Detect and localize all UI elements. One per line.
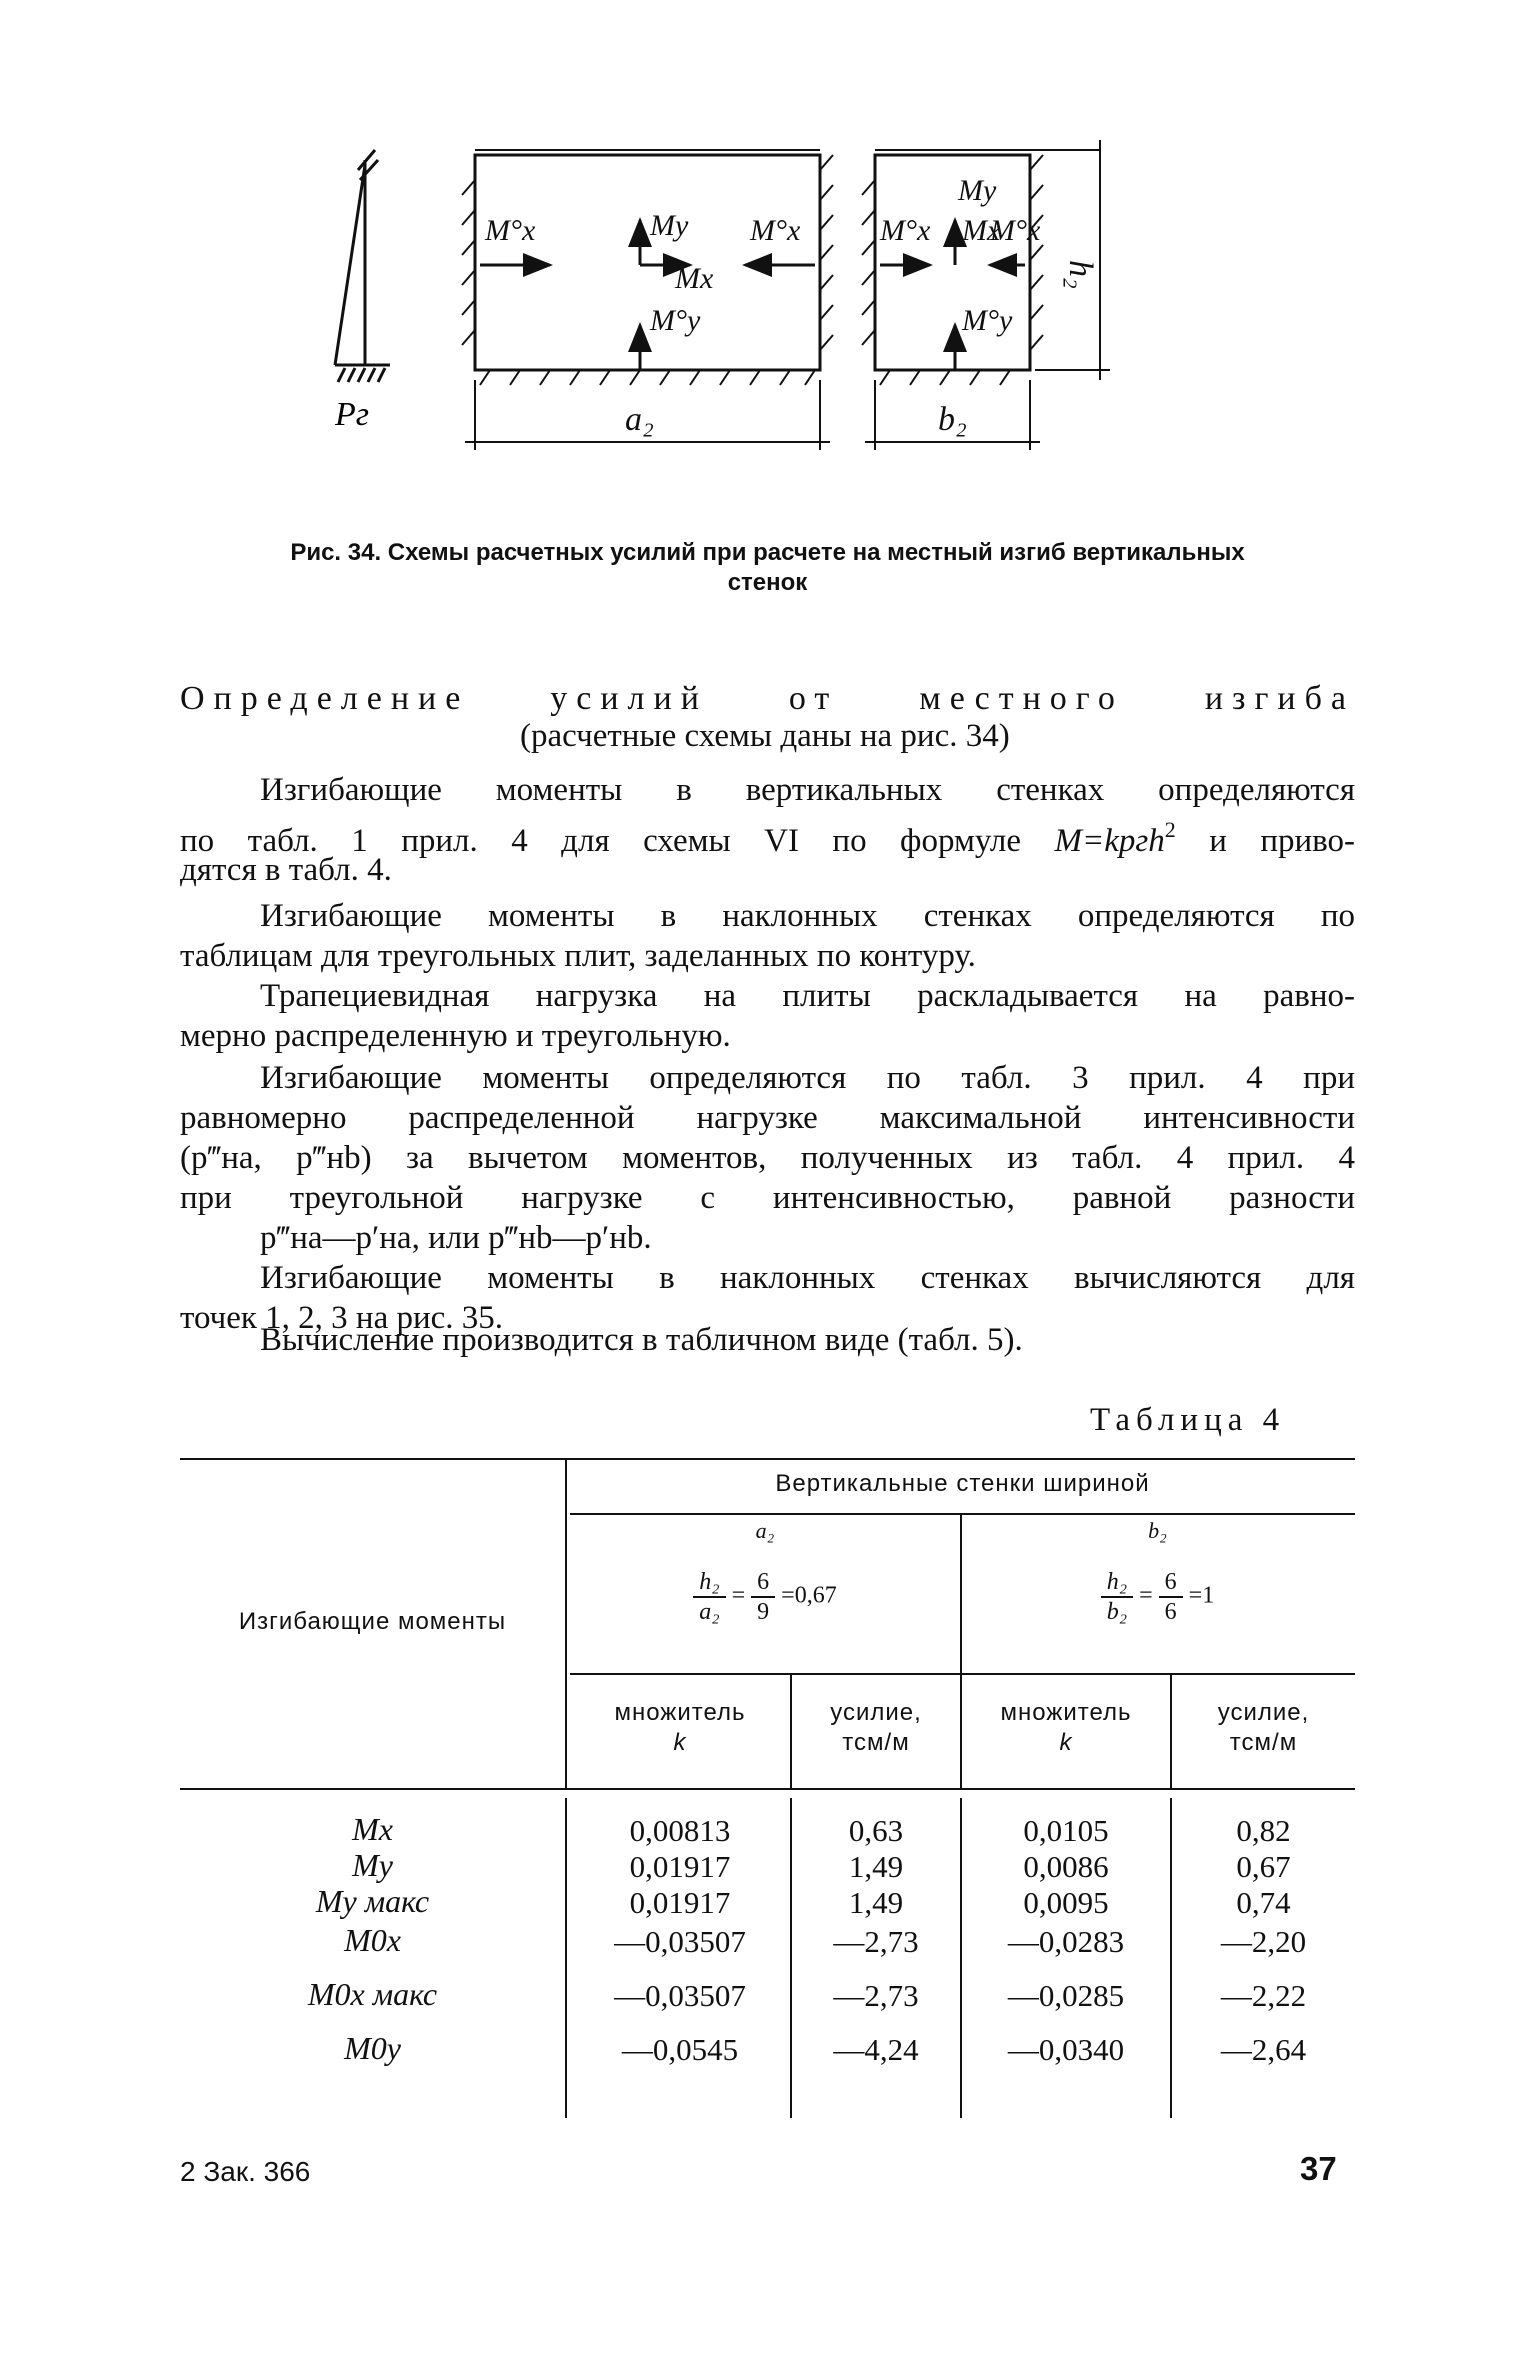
table-cell-fa: 1,49 — [848, 1849, 904, 1884]
p1-line-2: по табл. 1 прил. 4 для схемы VI по формуле — [180, 823, 1055, 859]
col-b-header: b₂ — [1148, 1518, 1167, 1543]
table-cell-ka: 0,01917 — [629, 1885, 731, 1920]
my0-label-left: M°y — [650, 304, 701, 337]
col-a-header: a₂ — [755, 1518, 775, 1543]
mx0-label-left: M°x — [485, 214, 536, 247]
table-row-label: My макс — [315, 1883, 430, 1919]
sub-force-a: усилие, тсм/м — [830, 1699, 922, 1756]
a2-label: a₂ — [625, 401, 654, 438]
ratio-a: $\frac{\text{h₂}}{\text{a₂}}$ = $\frac{6}{9}$ =0,67 — [570, 1568, 960, 1626]
footer-order-number: 2 Зак. 366 — [180, 2156, 311, 2187]
p4-line-5: p‴на—p′на, или p‴нb—p′нb. — [260, 1220, 652, 1256]
p1-line-3: дятся в табл. 4. — [180, 852, 392, 888]
page-number: 37 — [1300, 2150, 1337, 2187]
paragraph-3 — [180, 976, 1355, 1056]
p1-formula-sup: 2 — [1164, 817, 1176, 842]
table-row-label: Mx — [352, 1811, 393, 1847]
p2-line-1: Изгибающие моменты в наклонных стенках определяются по — [260, 898, 1355, 934]
table-cell-fa: —2,73 — [833, 1978, 919, 2013]
panel-b2-hatch — [862, 155, 1043, 385]
figure-caption — [180, 538, 1355, 598]
pressure-diagram — [335, 150, 390, 382]
mx0-label-left-right: M°x — [750, 214, 801, 247]
p5-line-1: Изгибающие моменты в наклонных стенках вычисляются для — [260, 1260, 1355, 1296]
table-top-rule — [180, 1458, 1355, 1460]
p2-line-2: таблицам для треугольных плит, заделанных по контуру. — [180, 938, 976, 974]
my-label-right: My — [958, 174, 997, 207]
table-row-label: M0y — [344, 2030, 401, 2066]
table-sub-rule — [570, 1673, 1355, 1675]
section-subtitle: (расчетные схемы даны на рис. 34) — [520, 718, 1010, 754]
p4-line-4: при треугольной нагрузке с интенсивностью, равной разности — [180, 1180, 1355, 1216]
table-body-vline-1 — [565, 1798, 567, 2118]
table-cell-fb: 0,67 — [1236, 1849, 1291, 1884]
table-cell-kb: —0,0285 — [1007, 1978, 1125, 2013]
b2-label: b₂ — [938, 401, 967, 438]
table-cell-fa: —4,24 — [833, 2032, 919, 2067]
table-row-label: My — [352, 1847, 393, 1883]
p4-line-2: равномерно распределенной нагрузке максимальной интенсивности — [180, 1100, 1355, 1136]
pg-label: Pг — [335, 396, 370, 433]
table-cell-kb: 0,0105 — [1023, 1813, 1109, 1848]
my0-label-right: M°y — [962, 304, 1013, 337]
panel-a2 — [475, 150, 820, 370]
p4-line-1: Изгибающие моменты определяются по табл. 3 прил. 4 при — [260, 1060, 1355, 1096]
paragraph-1 — [180, 770, 1355, 890]
sub-factor-a: множитель k — [614, 1699, 746, 1756]
dimension-lines — [465, 140, 1110, 450]
table-cell-fa: —2,73 — [833, 1924, 919, 1959]
p5-line-2: точек 1, 2, 3 на рис. 35. — [180, 1300, 504, 1336]
paragraph-2 — [180, 896, 1355, 976]
table-row-label: M0x макс — [307, 1976, 438, 2012]
my-label-left: My — [650, 209, 689, 242]
table-4 — [180, 1458, 1355, 2118]
p1-tail: и приво- — [1175, 823, 1356, 859]
table-cell-fb: 0,82 — [1236, 1813, 1291, 1848]
sub-factor-b: множитель k — [1000, 1699, 1132, 1756]
table-group-rule — [570, 1513, 1355, 1515]
table-header-rule — [180, 1788, 1355, 1790]
table-cell-kb: 0,0086 — [1023, 1849, 1109, 1884]
p3-line-2: мерно распределенную и треугольную. — [180, 1018, 731, 1054]
table-cell-kb: 0,0095 — [1023, 1885, 1109, 1920]
table-cell-fb: —2,20 — [1220, 1924, 1307, 1959]
figure-34-diagram — [290, 120, 1270, 510]
table-cell-ka: —0,03507 — [614, 1978, 746, 2013]
table-title: Таблица 4 — [1090, 1402, 1286, 1438]
table-cell-fb: 0,74 — [1236, 1885, 1291, 1920]
section-title: Определение усилий от местного изгиба — [180, 680, 1355, 717]
mx-label-right: Mx — [962, 214, 1001, 247]
table-row-header: Изгибающие моменты — [238, 1608, 507, 1635]
mx0-label-right: M°x — [880, 214, 931, 247]
table-cell-kb: —0,0340 — [1007, 2032, 1125, 2067]
p4-line-3: (p‴на, p‴нb) за вычетом моментов, полученных из табл. 4 прил. 4 — [180, 1140, 1355, 1176]
table-cell-fb: —2,64 — [1220, 2032, 1307, 2067]
table-row-label: M0x — [344, 1922, 401, 1958]
sub-force-b: усилие, тсм/м — [1217, 1699, 1310, 1756]
table-cell-ka: —0,0545 — [621, 2032, 739, 2067]
table-vline-1 — [565, 1458, 567, 1788]
table-cell-fa: 0,63 — [848, 1813, 904, 1848]
table-cell-kb: —0,0283 — [1007, 1924, 1125, 1959]
table-cell-fb: —2,22 — [1220, 1978, 1307, 2013]
ratio-b: $\frac{\text{h₂}}{\text{b₂}}$ = $\frac{6}{6}$ =1 — [960, 1568, 1355, 1626]
paragraph-6 — [180, 1320, 1355, 1360]
p1-line-1: Изгибающие моменты в вертикальных стенках определяются — [260, 772, 1355, 808]
table-cell-ka: 0,01917 — [629, 1849, 731, 1884]
table-cell-fa: 1,49 — [848, 1885, 904, 1920]
table-cell-ka: —0,03507 — [614, 1924, 746, 1959]
caption-line-1: Рис. 34. Схемы расчетных усилий при расчете на местный изгиб вертикальных — [290, 539, 1245, 566]
p1-formula: M=kpгh — [1054, 823, 1165, 859]
p3-line-1: Трапециевидная нагрузка на плиты раскладывается на равно- — [260, 978, 1355, 1014]
table-cell-ka: 0,00813 — [629, 1813, 731, 1848]
caption-line-2: стенок — [727, 569, 808, 596]
p6-line-1: Вычисление производится в табличном виде (табл. 5). — [260, 1322, 1023, 1358]
paragraph-4 — [180, 1058, 1355, 1258]
h2-label: h₂ — [1062, 260, 1099, 289]
mx0-label-right-right: M°x — [990, 214, 1041, 247]
table-group-header: Вертикальные стенки шириной — [775, 1470, 1150, 1497]
mx-label-left: Mx — [675, 262, 714, 295]
panel-a2-hatch — [462, 155, 833, 385]
